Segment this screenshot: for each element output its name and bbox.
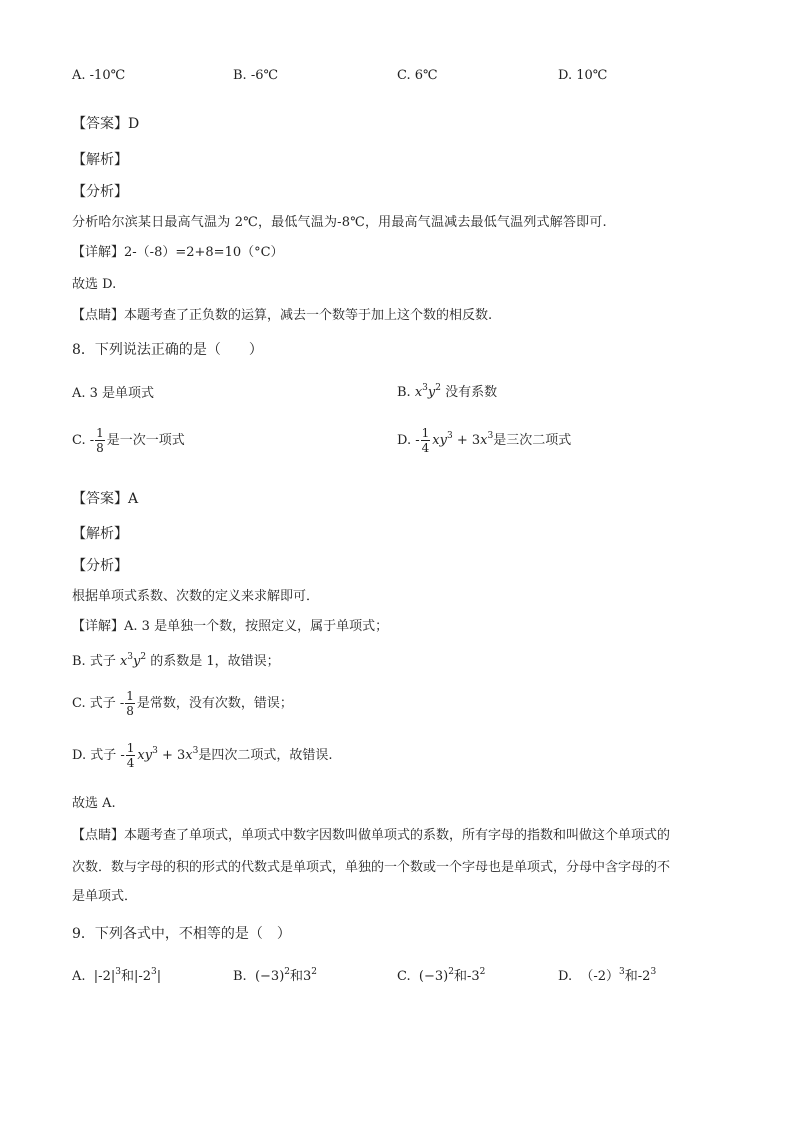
exp-3: 3 [650,967,657,977]
exp-3: 3 [127,652,134,662]
exp-3: 3 [446,431,453,441]
q9-option-d: D. $(-2)^3$和$-2^3$ [558,967,657,984]
q8-comment-line-3: 是单项式． [72,889,138,904]
q8-answer [72,489,138,509]
q7-option-b: B. -6℃ [233,68,279,83]
q8-stem: 8．下列说法正确的是（ ） [72,342,263,358]
q8-choose: 故选 A. [72,796,116,811]
answer-label: 【答案】 [72,116,128,132]
exp-2: 2 [435,383,441,393]
denominator: 8 [96,441,104,455]
detail-prefix: B. 式子 [72,654,120,669]
exp-2: 2 [140,652,147,662]
option-label: D. - [397,433,420,448]
numerator: 1 [126,689,134,703]
fraction-1-8 [125,689,135,718]
q8-detail [72,618,388,636]
detail-label: 【详解】 [72,619,125,634]
q8-comment-line-2: 次数．数与字母的积的形式的代数式是单项式，单独的一个数或一个字母也是单项式，分母中含字母的不 [72,860,671,875]
exp-2: 2 [311,967,318,977]
exp-3: 3 [619,967,625,977]
q7-comment [72,307,492,325]
answer-label: 【答案】 [72,491,128,507]
exp-3: 3 [487,431,494,441]
option-label: A. [72,969,86,984]
exp-3: 3 [422,383,428,393]
expr-x: x [480,433,488,448]
comment-label: 【点睛】 [72,828,125,843]
q9-option-a: A. $|-2|^3$和$|-2^3|$ [72,967,162,984]
option-label: C. [397,969,411,984]
expr-x: x [119,654,128,669]
answer-value: A [128,491,139,507]
expr-xy: xy [432,433,447,448]
plus-three: + 3 [157,748,186,763]
option-label: C. - [72,433,95,448]
comment-text: 本题考查了单项式，单项式中数字因数叫做单项式的系数，所有字母的指数和叫做这个单项式的 [124,828,671,843]
q7-fenxi-label: 【分析】 [72,184,128,200]
q7-analysis-label: 【解析】 [72,152,128,168]
numerator: 1 [126,741,135,755]
exp-3: 3 [151,967,157,977]
plus-three: + 3 [452,433,481,448]
q9-stem: 9．下列各式中，不相等的是（ ） [72,926,291,942]
detail-prefix: D. 式子 - [72,748,125,763]
fraction-1-4 [126,741,136,770]
option-suffix: 没有系数 [441,385,498,400]
detail-text: 2-（-8）=2+8=10（°C） [124,245,284,260]
expr-x: x [414,385,423,400]
expr-y: y [427,385,436,400]
detail-suffix: 是四次二项式，故错误. [198,748,333,763]
q7-option-d: D. 10℃ [558,68,608,83]
option-label: B. [233,969,247,984]
q8-option-b [397,384,497,402]
q8-analysis-label: 【解析】 [72,526,128,542]
numerator: 1 [96,426,104,440]
q8-option-c [72,426,185,455]
expr-xy: xy [137,748,153,763]
q8-comment-line-1 [72,827,670,845]
fraction-1-4 [421,426,431,455]
denominator: 4 [421,441,430,455]
q7-detail [72,244,284,262]
q8-option-a: A. 3 是单项式 [72,386,155,401]
q7-answer [72,114,139,134]
exp-2: 2 [284,967,290,977]
q8-fenxi-text: 根据单项式系数、次数的定义来求解即可． [72,589,320,604]
option-label: D. [558,969,573,984]
detail-label: 【详解】 [72,245,125,260]
expr-y: y [133,654,141,669]
option-suffix: 是一次一项式 [106,433,185,448]
comment-text: 本题考查了正负数的运算，减去一个数等于加上这个数的相反数. [124,308,493,323]
detail-text: A. 3 是单独一个数，按照定义，属于单项式； [124,619,389,634]
exp-2: 2 [448,967,454,977]
detail-suffix: 的系数是 1，故错误； [146,654,280,669]
q7-choose: 故选 D. [72,277,117,292]
q8-detail-b [72,653,280,671]
q7-option-a: A. -10℃ [72,68,126,83]
exp-2: 2 [479,967,486,977]
denominator: 8 [126,704,134,718]
answer-value: D [128,116,140,132]
q9-option-c: C. $(-3)^2$和$-3^2$ [397,967,486,984]
option-suffix: 是三次二项式 [493,433,572,448]
detail-suffix: 是常数，没有次数，错误； [136,696,293,711]
exp-3: 3 [152,746,158,756]
q8-detail-c [72,689,293,718]
q7-fenxi-text: 分析哈尔滨某日最高气温为 2℃，最低气温为-8℃，用最高气温减去最低气温列式解答即可. [72,215,607,230]
base-3: 3 [471,969,480,984]
q8-option-d [397,426,571,455]
detail-prefix: C. 式子 - [72,696,125,711]
numerator: 1 [421,426,430,440]
q9-option-b: B. $(-3)^2$和$3^2$ [233,967,318,984]
denominator: 4 [126,756,135,770]
q8-fenxi-label: 【分析】 [72,558,128,574]
base-3: 3 [303,969,312,984]
q7-option-c: C. 6℃ [397,68,438,83]
exp-3: 3 [192,746,199,756]
exp-3: 3 [115,967,121,977]
comment-label: 【点睛】 [72,308,125,323]
fraction-1-8 [95,426,105,455]
q8-detail-d [72,741,332,770]
expr-x: x [185,748,193,763]
option-label: B. [397,385,411,400]
